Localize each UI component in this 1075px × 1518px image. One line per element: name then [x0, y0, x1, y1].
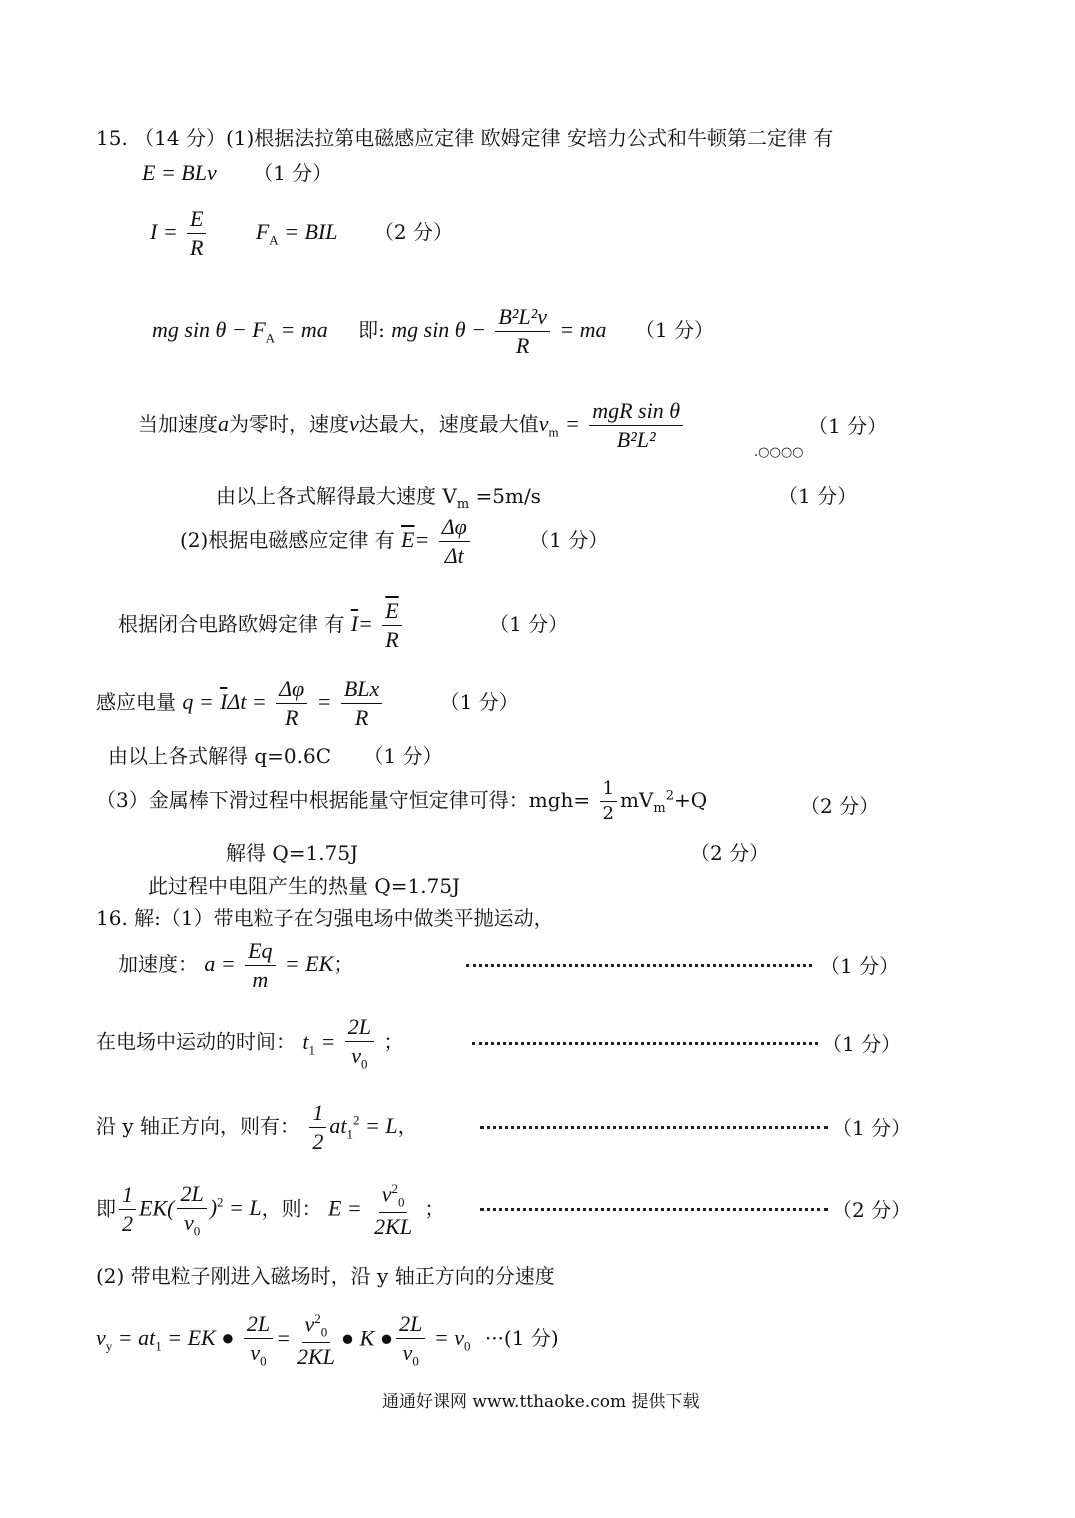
- fraction-eq-over-m: $\frac{Eq}{m}$: [245, 940, 275, 991]
- points: （1 分）: [489, 612, 569, 636]
- points: （2 分）: [690, 841, 770, 865]
- small-circles: .○○○○: [754, 445, 804, 460]
- emf-equation: E = BLv: [142, 160, 217, 185]
- q15-line-vmax-result: 由以上各式解得最大速度 $V_m =5m/s$: [216, 484, 541, 512]
- q15-line-vmax: 当加速度a为零时，速度v达最大，速度最大值$v_m$ = $\frac{\text{mgR sin θ}}{\text{B²L²}}$: [138, 400, 686, 451]
- q15-line-faraday: (2)根据电磁感应定律 有 $\overline{E}=$ $\frac{\Delta\varphi}{\Delta t}$ （1 分）: [180, 514, 609, 568]
- fraction-ebar-over-r: $\frac{\overline{E}}{R}$: [382, 600, 401, 651]
- leader-dots: [472, 1042, 818, 1045]
- q15-line-current-force: [150, 208, 453, 259]
- points: （2 分）: [832, 1198, 912, 1222]
- leader-dots: [480, 1126, 828, 1129]
- q15-line-heat-result: 解得 Q=1.75J: [226, 841, 359, 865]
- leader-dots: [480, 1208, 828, 1211]
- q15-line-emf: [142, 162, 332, 184]
- leader-dots: [466, 964, 812, 967]
- q15-line-ohm: 根据闭合电路欧姆定律 有 $\overline{I}=$ $\frac{\overline{E}}{R}$ （1 分）: [118, 598, 569, 652]
- q16-line-part2: (2) 带电粒子刚进入磁场时，沿 y 轴正方向的分速度: [96, 1264, 555, 1288]
- points: （1 分）: [253, 161, 333, 185]
- fraction-b2l2v-over-r: $\frac{\text{B²L²v}}{R}$: [495, 306, 550, 357]
- current-lhs: I =: [150, 219, 178, 244]
- q15-line-energy: （3）金属棒下滑过程中根据能量守恒定律可得：mgh= $\frac{1}{2}$ $mV_m^2+Q$: [96, 778, 708, 824]
- fraction-v0sq-over-2kl: $\frac{v^2_0}{2KL}$: [374, 1181, 413, 1239]
- q16-line-field: 即 $\frac{1}{2}$ EK( $\frac{2L}{v_0}$ )$^2$ = L，则： E = $\frac{v^2_0}{2KL}$ ；: [96, 1180, 445, 1239]
- q15-line-charge-result: 由以上各式解得 q=0.6C （1 分）: [108, 744, 443, 768]
- q16-line-acceleration: 加速度： a = $\frac{Eq}{m}$ = EK；: [118, 938, 354, 992]
- q16-line-vy: $v_y = at_1$ = EK ● $\frac{2L}{v_0}$ = $\frac{v^2_0}{2KL}$ ● K ● $\frac{2L}{v_0}$ = $v_0 \cdot\cdot\cdot(1$ 分): [96, 1310, 559, 1369]
- fraction-vmax: $\frac{\text{mgR sin θ}}{\text{B²L²}}$: [589, 400, 683, 451]
- points: （1 分）: [808, 414, 888, 438]
- fraction-2l-over-v0: $\frac{2L}{v_0}$: [345, 1016, 374, 1070]
- fraction-blx-r: $\frac{\text{BLx}}{R}$: [341, 678, 382, 729]
- points: （1 分）: [832, 1116, 912, 1140]
- points: ···(1 分): [484, 1326, 559, 1351]
- q16-line-y-displacement: 沿 y 轴正方向，则有： $\frac{1}{2}$ $at_1^2 = L$，: [96, 1100, 418, 1154]
- newton-expanded: mg sin θ −: [391, 317, 486, 342]
- points: （1 分）: [634, 318, 715, 342]
- ampere-force: $F_A$ = BIL: [255, 219, 338, 248]
- q15-header: 15. （14 分）(1)根据法拉第电磁感应定律 欧姆定律 安培力公式和牛顿第二定律 有: [96, 126, 834, 150]
- q16-line-time: 在电场中运动的时间： $t_1$ = $\frac{2L}{v_0}$ ；: [96, 1014, 404, 1072]
- points: （1 分）: [778, 484, 858, 508]
- fraction-dphi-r: $\frac{\Delta\varphi}{R}$: [276, 678, 307, 729]
- q15-line-heat: 此过程中电阻产生的热量 Q=1.75J: [148, 874, 461, 898]
- q15-line-charge: 感应电量 $q = \overline{I}\Delta t$ = $\frac{\Delta\varphi}{R}$ = $\frac{\text{BLx}}{R}$ （1 分）: [96, 676, 519, 730]
- points: （1 分）: [822, 1032, 902, 1056]
- newton-rhs: = ma: [559, 317, 607, 342]
- points: （2 分）: [373, 220, 453, 244]
- points: （1 分）: [820, 954, 900, 978]
- label-ji: 即:: [358, 318, 385, 342]
- q15-line-newton: [152, 306, 714, 357]
- points: （2 分）: [800, 794, 880, 818]
- newton-lhs: mg $\sin \theta - F_A$ = ma: [152, 317, 328, 346]
- footer-watermark: 通通好课网 www.tthaoke.com 提供下载: [382, 1392, 700, 1412]
- fraction-e-over-r: $\frac{E}{R}$: [187, 208, 206, 259]
- fraction-dphi-dt: $\frac{\Delta\varphi}{\Delta t}$: [439, 516, 470, 567]
- q16-header: 16. 解:（1）带电粒子在匀强电场中做类平抛运动，: [96, 906, 554, 930]
- points: （1 分）: [529, 528, 609, 552]
- points: （1 分）: [439, 690, 519, 714]
